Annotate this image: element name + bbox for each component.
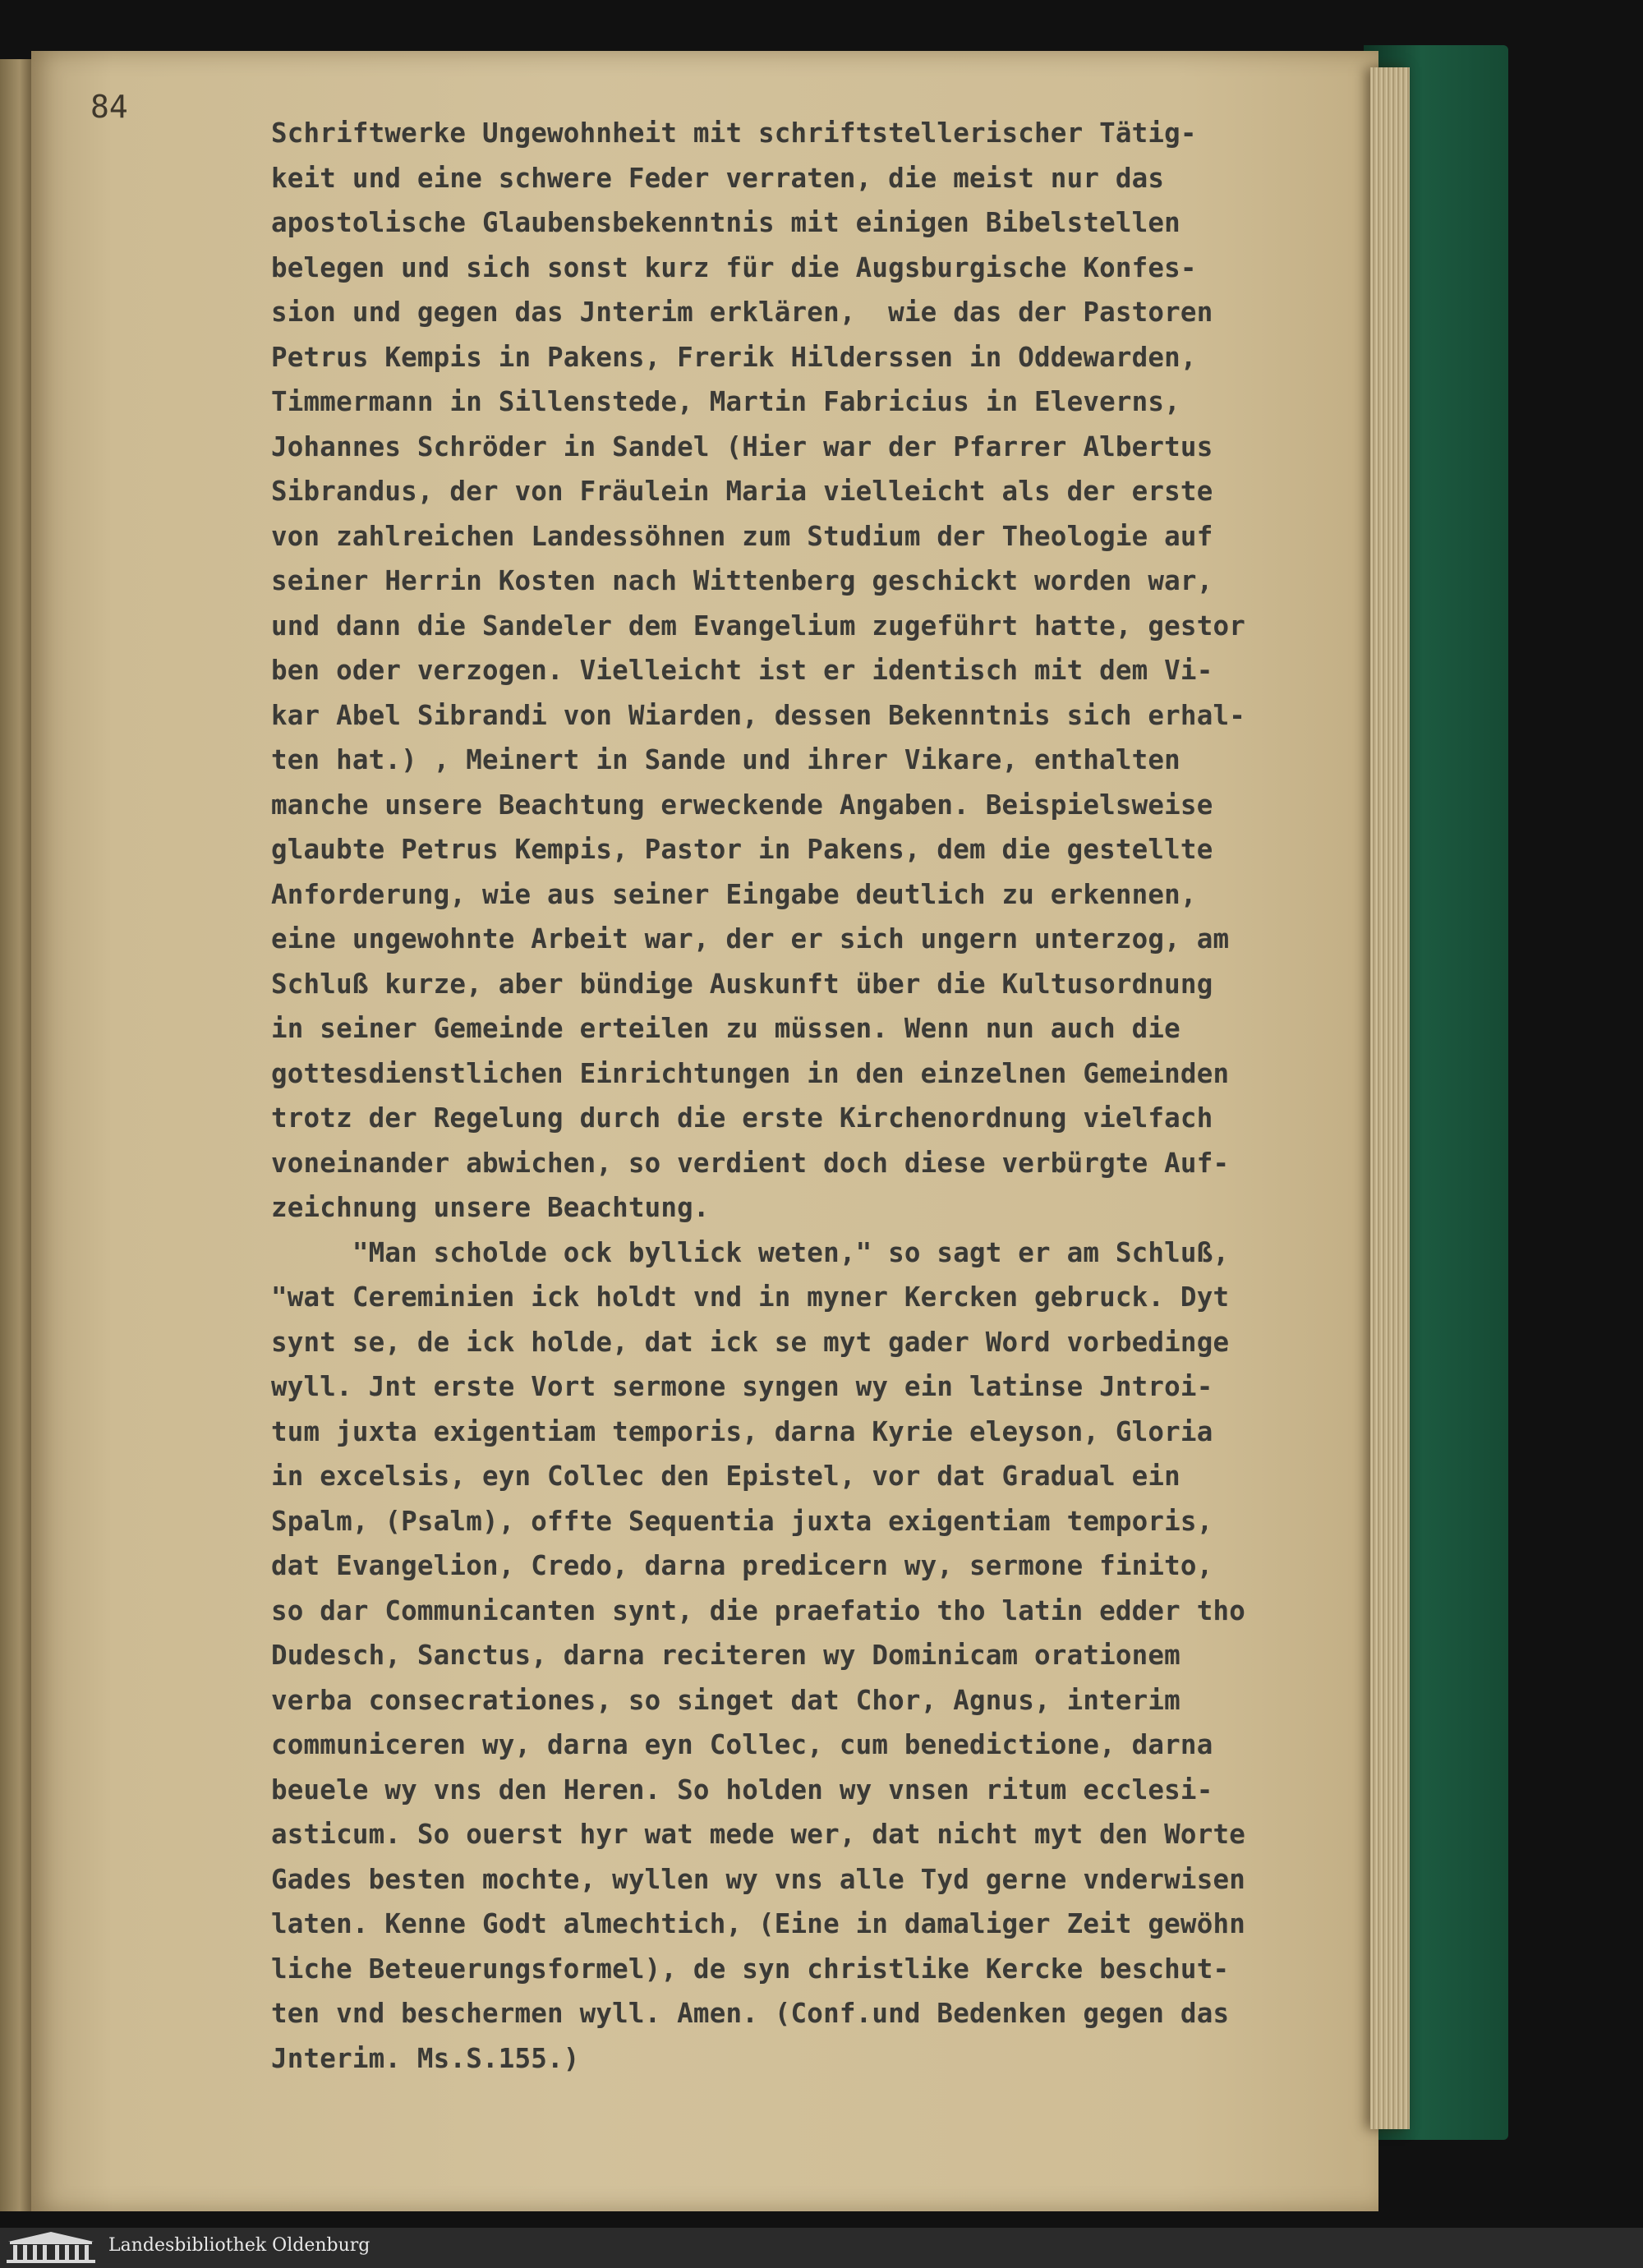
text-line: trotz der Regelung durch die erste Kirchenordnung vielfach xyxy=(271,1102,1213,1134)
text-line: apostolische Glaubensbekenntnis mit einigen Bibelstellen xyxy=(271,207,1180,238)
text-line: Schluß kurze, aber bündige Auskunft über die Kultusordnung xyxy=(271,968,1213,1000)
text-line: Jnterim. Ms.S.155.) xyxy=(271,2042,580,2074)
text-line: und dann die Sandeler dem Evangelium zugeführt hatte, gestor xyxy=(271,610,1245,642)
text-line: ten vnd beschermen wyll. Amen. (Conf.und Bedenken gegen das xyxy=(271,1998,1230,2029)
footer-library-name: Landesbibliothek Oldenburg xyxy=(108,2235,370,2256)
text-line: tum juxta exigentiam temporis, darna Kyrie eleyson, Gloria xyxy=(271,1415,1213,1447)
text-line: asticum. So ouerst hyr wat mede wer, dat nicht myt den Worte xyxy=(271,1819,1245,1850)
text-line: keit und eine schwere Feder verraten, die meist nur das xyxy=(271,162,1165,194)
text-line: verba consecrationes, so singet dat Chor, Agnus, interim xyxy=(271,1684,1180,1716)
text-line: Schriftwerke Ungewohnheit mit schriftstellerischer Tätig- xyxy=(271,117,1197,149)
page-number: 84 xyxy=(90,89,128,125)
text-line: voneinander abwichen, so verdient doch diese verbürgte Auf- xyxy=(271,1147,1230,1179)
text-line: communiceren wy, darna eyn Collec, cum benedictione, darna xyxy=(271,1729,1213,1760)
text-line: seiner Herrin Kosten nach Wittenberg geschickt worden war, xyxy=(271,565,1213,596)
text-line: kar Abel Sibrandi von Wiarden, dessen Bekenntnis sich erhal- xyxy=(271,699,1245,731)
text-line: Petrus Kempis in Pakens, Frerik Hilderssen in Oddewarden, xyxy=(271,341,1197,373)
text-line: in excelsis, eyn Collec den Epistel, vor dat Gradual ein xyxy=(271,1461,1180,1492)
text-line: Timmermann in Sillenstede, Martin Fabricius in Eleverns, xyxy=(271,386,1180,417)
text-line: zeichnung unsere Beachtung. xyxy=(271,1192,710,1223)
text-line: von zahlreichen Landessöhnen zum Studium der Theologie auf xyxy=(271,520,1213,552)
text-line: in seiner Gemeinde erteilen zu müssen. Wenn nun auch die xyxy=(271,1013,1180,1044)
text-line: laten. Kenne Godt almechtich, (Eine in damaliger Zeit gewöhn xyxy=(271,1908,1245,1939)
text-line: dat Evangelion, Credo, darna predicern wy, sermone finito, xyxy=(271,1550,1213,1581)
footer-bar xyxy=(0,2228,1643,2268)
text-line: Sibrandus, der von Fräulein Maria vielleicht als der erste xyxy=(271,476,1213,507)
text-line: ben oder verzogen. Vielleicht ist er identisch mit dem Vi- xyxy=(271,655,1213,686)
text-line: manche unsere Beachtung erweckende Angaben. Beispielsweise xyxy=(271,789,1213,821)
text-line: synt se, de ick holde, dat ick se myt gader Word vorbedinge xyxy=(271,1326,1230,1358)
text-line: eine ungewohnte Arbeit war, der er sich ungern unterzog, am xyxy=(271,923,1230,955)
text-line: wyll. Jnt erste Vort sermone syngen wy ein latinse Jntroi- xyxy=(271,1371,1213,1402)
text-line: liche Beteuerungsformel), de syn christlike Kercke beschut- xyxy=(271,1953,1230,1985)
library-building-icon xyxy=(5,2230,97,2266)
text-line: glaubte Petrus Kempis, Pastor in Pakens, dem die gestellte xyxy=(271,834,1213,865)
text-line: gottesdienstlichen Einrichtungen in den einzelnen Gemeinden xyxy=(271,1057,1230,1089)
text-line: ten hat.) , Meinert in Sande und ihrer Vikare, enthalten xyxy=(271,744,1180,775)
text-line: "wat Cereminien ick holdt vnd in myner Kercken gebruck. Dyt xyxy=(271,1281,1230,1313)
text-line: Johannes Schröder in Sandel (Hier war der Pfarrer Albertus xyxy=(271,430,1213,462)
facing-page-edge xyxy=(0,59,33,2211)
text-line: Gades besten mochte, wyllen wy vns alle Tyd gerne vnderwisen xyxy=(271,1863,1245,1895)
text-line: "Man scholde ock byllick weten," so sagt er am Schluß, xyxy=(271,1236,1230,1268)
text-line: belegen und sich sonst kurz für die Augsburgische Konfes- xyxy=(271,251,1197,283)
typewritten-text-block xyxy=(271,111,1380,2081)
text-line: Anforderung, wie aus seiner Eingabe deutlich zu erkennen, xyxy=(271,878,1197,910)
text-line: Dudesch, Sanctus, darna reciteren wy Dominicam orationem xyxy=(271,1640,1180,1671)
text-line: so dar Communicanten synt, die praefatio tho latin edder tho xyxy=(271,1594,1245,1626)
text-line: beuele wy vns den Heren. So holden wy vnsen ritum ecclesi- xyxy=(271,1773,1213,1806)
text-line: Spalm, (Psalm), offte Sequentia juxta exigentiam temporis, xyxy=(271,1505,1213,1537)
text-line: sion und gegen das Jnterim erklären, wie das der Pastoren xyxy=(271,297,1213,328)
